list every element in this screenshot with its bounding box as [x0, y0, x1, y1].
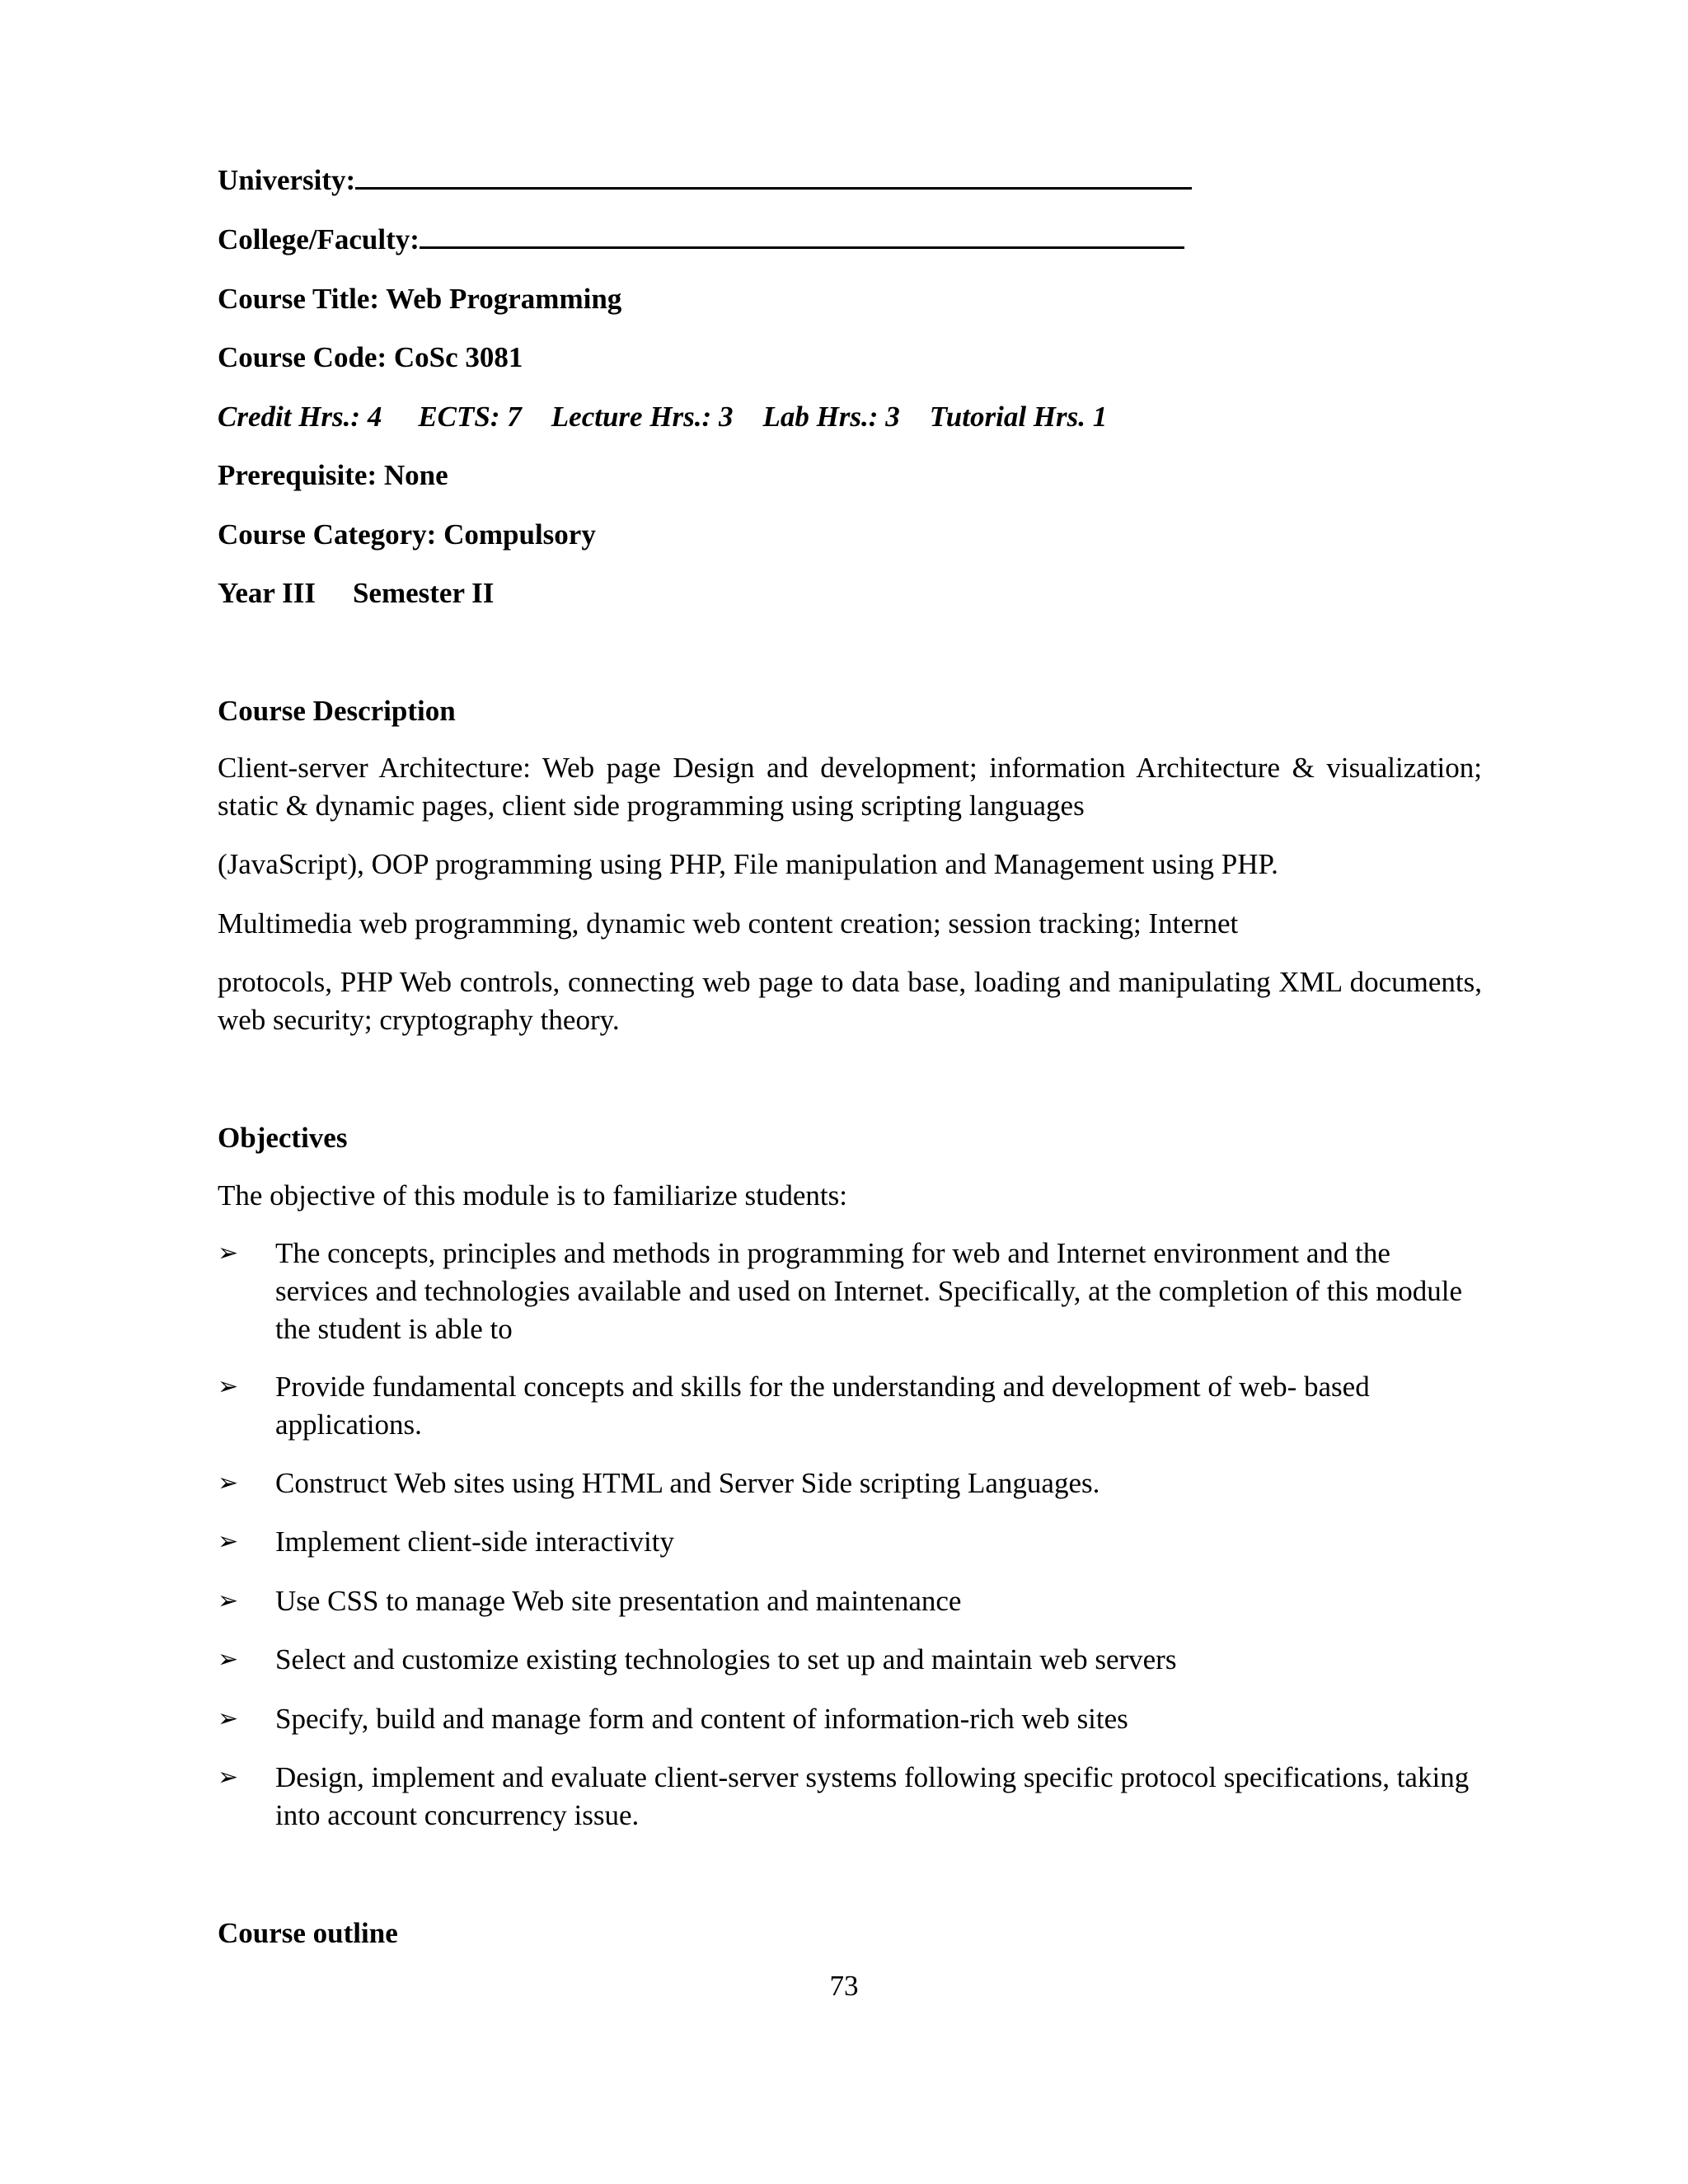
credit-hours: Credit Hrs.: 4	[218, 401, 382, 433]
arrow-bullet-icon: ➢	[218, 1645, 239, 1674]
objective-text: Specify, build and manage form and content of information-rich web sites	[275, 1703, 1128, 1735]
course-code: Course Code: CoSc 3081	[218, 341, 523, 373]
objective-text: Design, implement and evaluate client-server systems following specific protocol specifications, taking into account concurrency issue.	[275, 1761, 1470, 1831]
course-category: Course Category: Compulsory	[218, 518, 596, 551]
arrow-bullet-icon: ➢	[218, 1239, 239, 1268]
objectives-heading: Objectives	[218, 1122, 348, 1154]
course-hours-row	[218, 398, 1107, 436]
arrow-bullet-icon: ➢	[218, 1586, 239, 1615]
college-blank-line	[420, 222, 1184, 249]
objective-text: Construct Web sites using HTML and Server Side scripting Languages.	[275, 1467, 1100, 1499]
objective-item	[218, 1582, 1482, 1620]
objective-item	[218, 1700, 1482, 1738]
year-semester-row	[218, 574, 494, 612]
university-blank-line	[355, 162, 1192, 190]
objective-item	[218, 1465, 1482, 1502]
arrow-bullet-icon: ➢	[218, 1469, 239, 1497]
description-paragraph: (JavaScript), OOP programming using PHP, File manipulation and Management using PHP.	[218, 848, 1278, 880]
lecture-hours: Lecture Hrs.: 3	[551, 401, 734, 433]
objective-text: Implement client-side interactivity	[275, 1526, 675, 1558]
objective-text: Provide fundamental concepts and skills for the understanding and development of web- based applications.	[275, 1371, 1370, 1441]
objective-item	[218, 1759, 1482, 1835]
college-field	[218, 221, 1184, 259]
objective-item	[218, 1523, 1482, 1561]
page-number: 73	[829, 1970, 859, 2002]
college-label: College/Faculty:	[218, 223, 420, 255]
year: Year III	[218, 577, 316, 609]
semester: Semester II	[352, 577, 495, 609]
objective-item	[218, 1641, 1482, 1679]
objectives-intro: The objective of this module is to familiarize students:	[218, 1179, 847, 1212]
objective-text: Select and customize existing technologies to set up and maintain web servers	[275, 1643, 1177, 1675]
description-paragraph: Client-server Architecture: Web page Design and development; information Architecture & visualization; static & dynamic pages, client side programming using scripting languages	[218, 752, 1482, 822]
objective-text: The concepts, principles and methods in programming for web and Internet environment and the services and technologies available and used on Internet. Specifically, at the completion of this module the student is able to	[275, 1237, 1463, 1345]
university-label: University:	[218, 164, 356, 196]
arrow-bullet-icon: ➢	[218, 1763, 239, 1792]
ects: ECTS: 7	[418, 401, 522, 433]
description-paragraph: Multimedia web programming, dynamic web content creation; session tracking; Internet	[218, 907, 1239, 940]
description-paragraph: protocols, PHP Web controls, connecting web page to data base, loading and manipulating XML documents, web security; cryptography theory.	[218, 966, 1482, 1036]
tutorial-hours: Tutorial Hrs. 1	[929, 401, 1108, 433]
outline-heading: Course outline	[218, 1917, 398, 1949]
arrow-bullet-icon: ➢	[218, 1372, 239, 1401]
objective-text: Use CSS to manage Web site presentation and maintenance	[275, 1585, 962, 1617]
arrow-bullet-icon: ➢	[218, 1704, 239, 1733]
objective-item	[218, 1368, 1482, 1444]
university-field	[218, 162, 1192, 199]
description-heading: Course Description	[218, 695, 456, 727]
objective-item	[218, 1235, 1482, 1348]
prerequisite: Prerequisite: None	[218, 459, 448, 491]
arrow-bullet-icon: ➢	[218, 1527, 239, 1556]
lab-hours: Lab Hrs.: 3	[762, 401, 900, 433]
course-title: Course Title: Web Programming	[218, 283, 622, 315]
